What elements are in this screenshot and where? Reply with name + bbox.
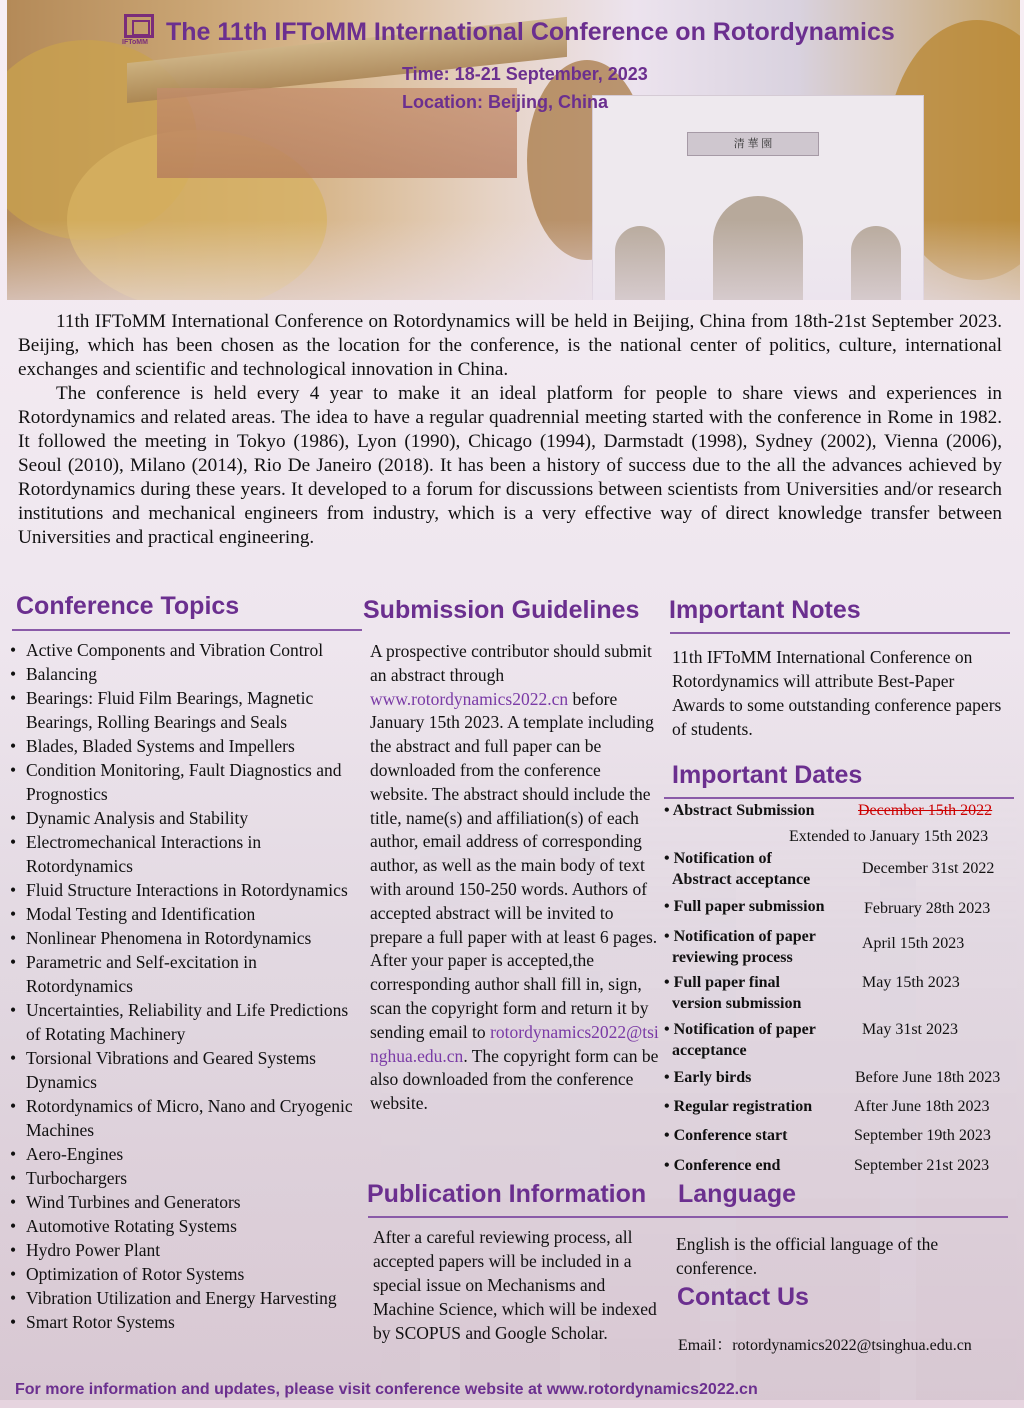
date-value: December 31st 2022 <box>862 860 995 877</box>
list-item: • Dynamic Analysis and Stability <box>10 806 365 830</box>
list-item: • Fluid Structure Interactions in Rotordynamics <box>10 878 365 902</box>
contact-email[interactable]: Email：rotordynamics2022@tsinghua.edu.cn <box>678 1337 972 1354</box>
date-extended: Extended to January 15th 2023 <box>789 828 989 845</box>
list-item: • Turbochargers <box>10 1166 365 1190</box>
list-item: • Torsional Vibrations and Geared Systems Dynamics <box>10 1046 365 1094</box>
submission-text-3: . The copyright form can be also downloaded from the conference website. <box>370 1045 659 1114</box>
publication-text: After a careful reviewing process, all accepted papers will be included in a special issue on Mechanisms and Machine Science, which will be indexed by SCOPUS and Google Scholar. <box>373 1227 657 1343</box>
logo-text: IFToMM <box>122 39 148 46</box>
list-item: • Wind Turbines and Generators <box>10 1190 365 1214</box>
banner-fade <box>7 220 1020 300</box>
list-item: • Nonlinear Phenomena in Rotordynamics <box>10 926 365 950</box>
date-label: • Full paper submission <box>664 898 825 915</box>
website-link[interactable]: www.rotordynamics2022.cn <box>370 688 569 709</box>
email-link[interactable]: rotordynamics2022@tsinghua.edu.cn <box>370 1021 659 1066</box>
list-item: • Bearings: Fluid Film Bearings, Magnetic Bearings, Rolling Bearings and Seals <box>10 686 365 734</box>
list-item: • Aero-Engines <box>10 1142 365 1166</box>
iftomm-logo-icon <box>122 14 160 50</box>
submission-text <box>370 640 662 1116</box>
conference-time: Time: 18-21 September, 2023 <box>402 64 648 84</box>
heading-contact: Contact Us <box>677 1283 809 1311</box>
date-value: September 21st 2023 <box>854 1157 990 1174</box>
language-text: English is the official language of the conference. <box>676 1234 939 1278</box>
date-label: • Conference start <box>664 1127 788 1144</box>
topics-list <box>10 638 365 1334</box>
header-banner <box>7 0 1020 300</box>
date-value: May 15th 2023 <box>862 974 960 991</box>
submission-text-2: before January 15th 2023. A template including the abstract and full paper can be downloaded from the conference website. The abstract should include the title, name(s) and affiliation(s) of each author, email address of corresponding author, as well as the main body of text with around 150-250 words. Authors of accepted abstract will be invited to prepare a full paper with at least 6 pages. After your paper is accepted,the corresponding author shall fill in, sign, scan the copyright form and return it by sending email to <box>370 688 658 1042</box>
list-item: • Vibration Utilization and Energy Harvesting <box>10 1286 365 1310</box>
date-label: • Early birds <box>664 1069 752 1086</box>
list-item: • Hydro Power Plant <box>10 1238 365 1262</box>
date-label: • Notification of paper acceptance <box>664 1021 816 1059</box>
intro-paragraph-2: The conference is held every 4 year to make it an ideal platform for people to share views and experiences in Rotordynamics and related areas. The idea to have a regular quadrennial meeting started with the conference in Rome in 1982. It followed the meeting in Tokyo (1986), Lyon (1990), Chicago (1994), Darmstadt (1998), Sydney (2002), Vienna (2006), Seoul (2010), Milano (2014), Rio De Janeiro (2018). It has been a history of success due to the all the advances achieved by Rotordynamics during these years. It developed to a forum for discussions between scientists from Universities and/or research institutions and mechanical engineers from industry, which is a very effective way of direct knowledge transfer between Universities and practical engineering. <box>18 383 1002 548</box>
gate-plaque: 清 華 園 <box>687 132 819 156</box>
intro-paragraph-1: 11th IFToMM International Conference on Rotordynamics will be held in Beijing, China from 18th-21st September 2023. Beijing, which has been chosen as the location for the conference, is the national center of politics, culture, international exchanges and scientific and technological innovation in China. <box>18 311 1002 380</box>
date-value: April 15th 2023 <box>862 935 965 952</box>
submission-text-1: A prospective contributor should submit an abstract through <box>370 641 652 685</box>
notes-text: 11th IFToMM International Conference on Rotordynamics will attribute Best-Paper Awards to some outstanding conference papers of students. <box>672 647 1002 739</box>
list-item: • Automotive Rotating Systems <box>10 1214 365 1238</box>
list-item: • Electromechanical Interactions in Rotordynamics <box>10 830 365 878</box>
heading-underline <box>670 632 1010 634</box>
date-value: Before June 18th 2023 <box>855 1069 1001 1086</box>
date-label: • Abstract Submission <box>664 802 815 819</box>
date-value: February 28th 2023 <box>864 900 991 917</box>
list-item: • Rotordynamics of Micro, Nano and Cryogenic Machines <box>10 1094 365 1142</box>
date-label: • Regular registration <box>664 1098 813 1115</box>
list-item: • Condition Monitoring, Fault Diagnostics and Prognostics <box>10 758 365 806</box>
page-title: The 11th IFToMM International Conference on Rotordynamics <box>166 17 895 46</box>
list-item: • Modal Testing and Identification <box>10 902 365 926</box>
conference-location: Location: Beijing, China <box>402 92 608 112</box>
date-value: After June 18th 2023 <box>854 1098 990 1115</box>
heading-submission: Submission Guidelines <box>363 596 640 624</box>
heading-language: Language <box>678 1180 797 1208</box>
date-label: • Notification of paper reviewing process <box>664 928 816 966</box>
title-row <box>122 14 895 50</box>
heading-underline <box>368 1216 1008 1218</box>
date-value: September 19th 2023 <box>854 1127 991 1144</box>
list-item: • Active Components and Vibration Control <box>10 638 365 662</box>
date-label: • Full paper final version submission <box>664 974 802 1012</box>
date-value: May 31st 2023 <box>862 1021 958 1038</box>
heading-topics: Conference Topics <box>16 592 240 620</box>
list-item: • Balancing <box>10 662 365 686</box>
date-value: December 15th 2022 <box>858 802 993 819</box>
footer-text: For more information and updates, please visit conference website at www.rotordynamics2022.cn <box>15 1381 758 1398</box>
list-item: • Smart Rotor Systems <box>10 1310 365 1334</box>
intro-text <box>18 310 1002 550</box>
date-label: • Notification of Abstract acceptance <box>664 850 811 888</box>
list-item: • Parametric and Self-excitation in Rotordynamics <box>10 950 365 998</box>
list-item: • Uncertainties, Reliability and Life Predictions of Rotating Machinery <box>10 998 365 1046</box>
heading-dates: Important Dates <box>672 761 863 789</box>
heading-underline <box>12 629 362 631</box>
heading-underline <box>664 797 1014 799</box>
heading-publication: Publication Information <box>367 1180 647 1208</box>
heading-notes: Important Notes <box>669 596 861 624</box>
list-item: • Blades, Bladed Systems and Impellers <box>10 734 365 758</box>
date-label: • Conference end <box>664 1157 781 1174</box>
list-item: • Optimization of Rotor Systems <box>10 1262 365 1286</box>
